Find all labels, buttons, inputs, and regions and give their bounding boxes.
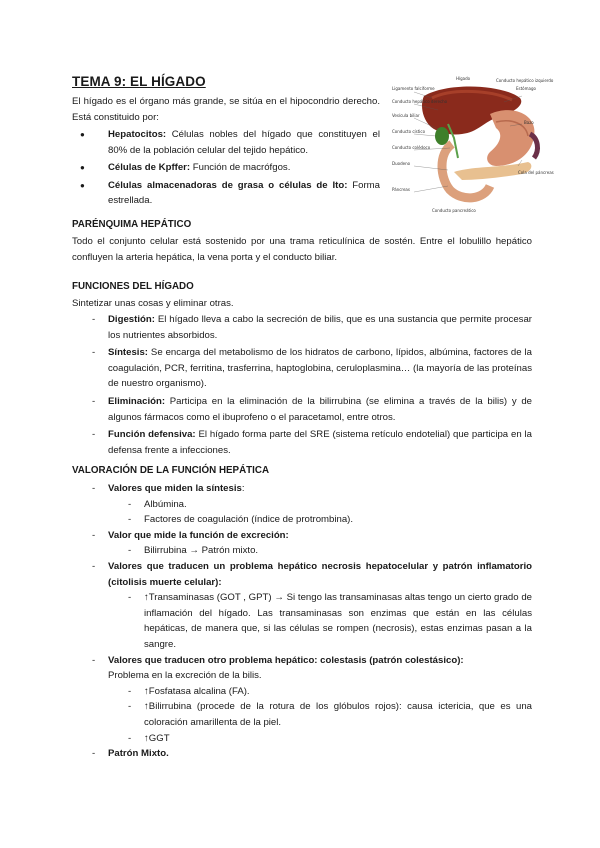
item-term: Eliminación: bbox=[108, 395, 166, 407]
item-term: Función defensiva: bbox=[108, 429, 196, 441]
list-item bbox=[108, 746, 532, 762]
item-term: Síntesis: bbox=[108, 347, 148, 359]
page-title: TEMA 9: EL HÍGADO bbox=[72, 74, 206, 89]
item-text: El hígado lleva a cabo la secreción de bilis, que es una sustancia que permite procesar los nutrientes absorbidos. bbox=[108, 314, 532, 341]
figure-label: Páncreas bbox=[392, 187, 410, 192]
list-item: - ↑Transaminasas (GOT , GPT) → Si tengo las transaminasas altas tengo un cierto grado de inflamación del hígado. Las transaminasas son enzimas que están en las células hepáticas, de manera que, si las células se rompen (necrosis), estas enzimas pasan a la sangre. bbox=[144, 590, 532, 652]
stomach-shape bbox=[487, 110, 534, 166]
cell-types-list bbox=[72, 127, 380, 209]
item-text: El hígado forma parte del SRE (sistema retículo endotelial) que participa en la defensa frente a infecciones. bbox=[108, 429, 533, 456]
item-colon: : bbox=[241, 483, 245, 494]
figure-label: Hígado bbox=[456, 76, 471, 81]
list-item: - ↑Fosfatasa alcalina (FA). bbox=[144, 684, 532, 700]
list-item: - ↑Bilirrubina (procede de la rotura de los glóbulos rojos): causa ictericia, que es una coloración amarillenta de la piel. bbox=[144, 699, 532, 730]
item-text: Forma estrellada. bbox=[108, 179, 380, 206]
item-term: Células almacenadoras de grasa o células de Ito: bbox=[108, 179, 348, 191]
figure-label: Vesícula biliar bbox=[392, 113, 420, 118]
item-term: Hepatocitos: bbox=[108, 129, 167, 140]
figure-label: Estómago bbox=[516, 86, 536, 91]
list-item bbox=[108, 481, 532, 528]
list-item: - ↑GGT bbox=[144, 731, 532, 747]
sintesis-sublist bbox=[108, 497, 532, 528]
funciones-list bbox=[72, 312, 532, 458]
item-term: Valor que mide la función de excreción: bbox=[108, 529, 289, 541]
section-heading-funciones: FUNCIONES DEL HÍGADO bbox=[72, 281, 194, 292]
figure-label: Bazo bbox=[524, 120, 534, 125]
item-term: Digestión: bbox=[108, 314, 155, 325]
intro-text: El hígado es el órgano más grande, se sitúa en el hipocondrio derecho. Está constituido por: bbox=[72, 96, 380, 123]
colestasis-subtext: Problema en la excreción de la bilis. bbox=[108, 670, 262, 682]
valoracion-list bbox=[72, 481, 532, 762]
item-term: Patrón Mixto. bbox=[108, 748, 169, 760]
funciones-text: Sintetizar unas cosas y eliminar otras. bbox=[72, 298, 234, 309]
item-term: Valores que traducen otro problema hepático: colestasis (patrón colestásico): bbox=[108, 654, 464, 666]
list-item bbox=[108, 528, 532, 559]
section-heading-parenquima: PARÉNQUIMA HEPÁTICO bbox=[72, 219, 192, 230]
item-text: Células nobles del hígado que constituyen el 80% de la población celular del tejido hepático. bbox=[108, 129, 380, 156]
figure-label: Conducto pancreático bbox=[432, 208, 476, 213]
item-text: Función de macrófgos. bbox=[190, 162, 291, 173]
figure-label: Conducto hepático izquierdo bbox=[496, 78, 554, 83]
list-item bbox=[108, 394, 532, 425]
list-item: - Albúmina. bbox=[144, 497, 532, 513]
list-item bbox=[108, 653, 532, 747]
item-text: Se encarga del metabolismo de los hidratos de carbono, lípidos, albúmina, factores de la coagulación, PCR, ferritina, trasferrina, haptoglobina, ceruloplasmina… (la mayoría de las proteínas de nuestro organismo). bbox=[108, 347, 532, 390]
figure-label: Ligamento falciforme bbox=[392, 86, 435, 91]
list-item bbox=[108, 178, 380, 209]
figure-label: Conducto cístico bbox=[392, 129, 426, 134]
item-term: Valores que miden la síntesis bbox=[108, 483, 242, 494]
excrecion-sublist bbox=[108, 543, 532, 559]
figure-label: Duodeno bbox=[392, 161, 411, 166]
colestasis-sublist bbox=[108, 684, 532, 746]
gallbladder-shape bbox=[435, 127, 449, 145]
parenquima-text: Todo el conjunto celular está sostenido por una trama reticulínica de sostén. Entre el lobulillo hepático confluyen la arteria hepática, la vena porta y el conducto biliar. bbox=[72, 236, 532, 263]
liver-anatomy-illustration bbox=[392, 74, 554, 222]
list-item bbox=[108, 127, 380, 158]
liver-anatomy-svg bbox=[392, 74, 554, 222]
funciones-list-block bbox=[72, 312, 532, 460]
list-item bbox=[108, 160, 380, 176]
section-heading-valoracion: VALORACIÓN DE LA FUNCIÓN HEPÁTICA bbox=[72, 465, 270, 476]
figure-label: Conducto hepático derecho bbox=[392, 99, 448, 104]
list-item: - Bilirrubina → Patrón mixto. bbox=[144, 543, 532, 559]
list-item bbox=[108, 427, 532, 458]
intro-section bbox=[72, 94, 380, 211]
item-text: Participa en la eliminación de la bilirrubina (se elimina a través de la bilis) y de algunos fármacos como el ibuprofeno o el paracetamol, entre otros. bbox=[108, 395, 532, 423]
valoracion-list-block bbox=[72, 481, 532, 762]
item-term: Células de Kpffer: bbox=[108, 162, 191, 173]
list-item bbox=[108, 559, 532, 653]
item-term: Valores que traducen un problema hepático necrosis hepatocelular y patrón inflamatorio (citolisis muerte celular): bbox=[108, 560, 532, 588]
figure-label: Cola del páncreas bbox=[518, 170, 554, 175]
list-item: - Factores de coagulación (índice de protrombina). bbox=[144, 512, 532, 528]
list-item bbox=[108, 345, 532, 392]
necrosis-sublist bbox=[108, 590, 532, 652]
list-item bbox=[108, 312, 532, 343]
figure-label: Conducto colédoco bbox=[392, 145, 431, 150]
